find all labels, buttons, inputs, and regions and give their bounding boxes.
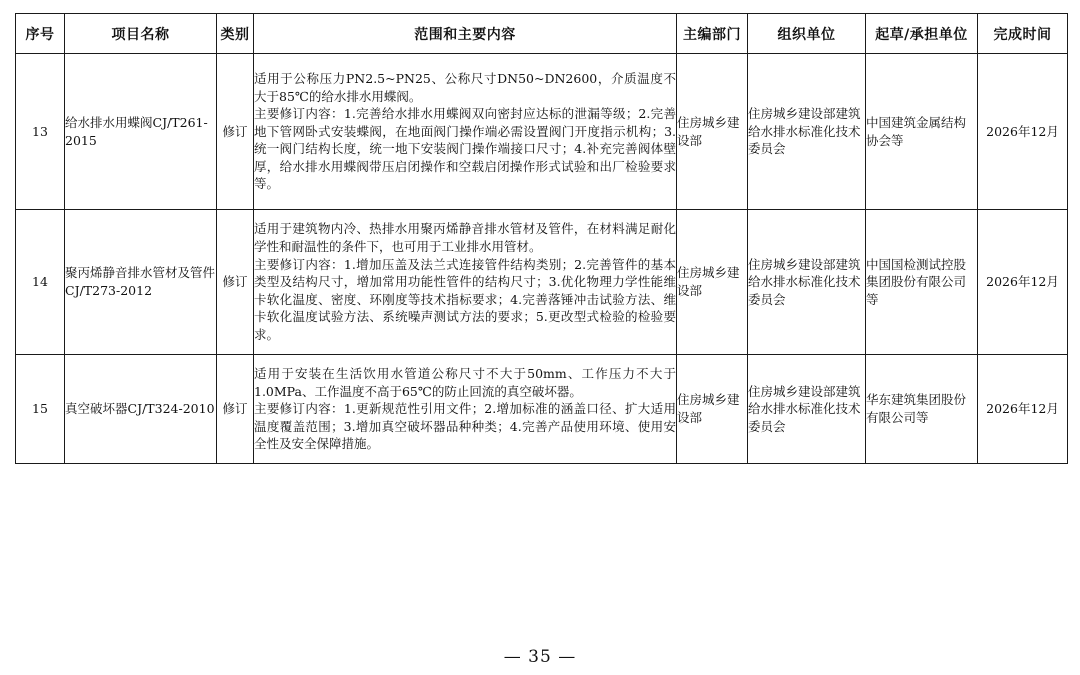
row-number: 13 bbox=[16, 54, 65, 210]
project-type: 修订 bbox=[217, 355, 254, 464]
drafting-unit: 中国建筑金属结构协会等 bbox=[866, 54, 978, 210]
row-number: 15 bbox=[16, 355, 65, 464]
header-drafter: 起草/承担单位 bbox=[866, 14, 978, 54]
project-type: 修订 bbox=[217, 210, 254, 355]
table-row bbox=[16, 355, 1068, 464]
completion-date: 2026年12月 bbox=[978, 210, 1068, 355]
standards-plan-table bbox=[15, 13, 1068, 464]
header-date: 完成时间 bbox=[978, 14, 1068, 54]
table-row bbox=[16, 54, 1068, 210]
header-type: 类别 bbox=[217, 14, 254, 54]
row-number: 14 bbox=[16, 210, 65, 355]
completion-date: 2026年12月 bbox=[978, 355, 1068, 464]
project-name: 聚丙烯静音排水管材及管件CJ/T273-2012 bbox=[65, 210, 217, 355]
scope-and-content bbox=[254, 54, 677, 210]
table-header-row bbox=[16, 14, 1068, 54]
editing-department: 住房城乡建设部 bbox=[677, 355, 748, 464]
organizing-unit: 住房城乡建设部建筑给水排水标准化技术委员会 bbox=[748, 355, 866, 464]
organizing-unit: 住房城乡建设部建筑给水排水标准化技术委员会 bbox=[748, 54, 866, 210]
revision-content-text: 主要修订内容：1.完善给水排水用蝶阀双向密封应达标的泄漏等级；2.完善地下管网卧式安装蝶阀，在地面阀门操作端必需设置阀门开度指示机构；3.统一阀门结构长度，统一地下安装阀门操作端接口尺寸；4.补充完善阀体壁厚，给水排水用蝶阀带压启闭操作和空载启闭操作形式试验和出厂检验要求等。 bbox=[254, 106, 676, 192]
revision-content-text: 主要修订内容：1.增加压盖及法兰式连接管件结构类别；2.完善管件的基本类型及结构尺寸，增加常用功能性管件的结构尺寸；3.优化物理力学性能维卡软化温度、密度、环刚度等技术指标要求；4.完善落锤冲击试验方法、维卡软化温度试验方法、系统噪声测试方法的要求；5.更改型式检验的检验要求。 bbox=[254, 256, 676, 342]
header-dept: 主编部门 bbox=[677, 14, 748, 54]
editing-department: 住房城乡建设部 bbox=[677, 54, 748, 210]
completion-date: 2026年12月 bbox=[978, 54, 1068, 210]
project-name: 真空破坏器CJ/T324-2010 bbox=[65, 355, 217, 464]
project-name: 给水排水用蝶阀CJ/T261-2015 bbox=[65, 54, 217, 210]
header-org: 组织单位 bbox=[748, 14, 866, 54]
header-content: 范围和主要内容 bbox=[254, 14, 677, 54]
scope-text: 适用于公称压力PN2.5~PN25、公称尺寸DN50~DN2600，介质温度不大于85℃的给水排水用蝶阀。 bbox=[254, 70, 676, 104]
page-number: — 35 — bbox=[503, 647, 577, 667]
header-no: 序号 bbox=[16, 14, 65, 54]
standards-plan-sheet bbox=[15, 13, 1067, 464]
project-type: 修订 bbox=[217, 54, 254, 210]
header-name: 项目名称 bbox=[65, 14, 217, 54]
organizing-unit: 住房城乡建设部建筑给水排水标准化技术委员会 bbox=[748, 210, 866, 355]
drafting-unit: 华东建筑集团股份有限公司等 bbox=[866, 355, 978, 464]
drafting-unit: 中国国检测试控股集团股份有限公司等 bbox=[866, 210, 978, 355]
scope-and-content bbox=[254, 210, 677, 355]
revision-content-text: 主要修订内容：1.更新规范性引用文件；2.增加标准的涵盖口径、扩大适用温度覆盖范围；3.增加真空破坏器品种种类；4.完善产品使用环境、使用安全性及安全保障措施。 bbox=[254, 401, 676, 452]
scope-and-content bbox=[254, 355, 677, 464]
editing-department: 住房城乡建设部 bbox=[677, 210, 748, 355]
scope-text: 适用于建筑物内冷、热排水用聚丙烯静音排水管材及管件，在材料满足耐化学性和耐温性的条件下，也可用于工业排水用管材。 bbox=[254, 221, 676, 255]
scope-text: 适用于安装在生活饮用水管道公称尺寸不大于50mm、工作压力不大于1.0MPa、工作温度不高于65℃的防止回流的真空破坏器。 bbox=[254, 366, 676, 399]
table-row bbox=[16, 210, 1068, 355]
